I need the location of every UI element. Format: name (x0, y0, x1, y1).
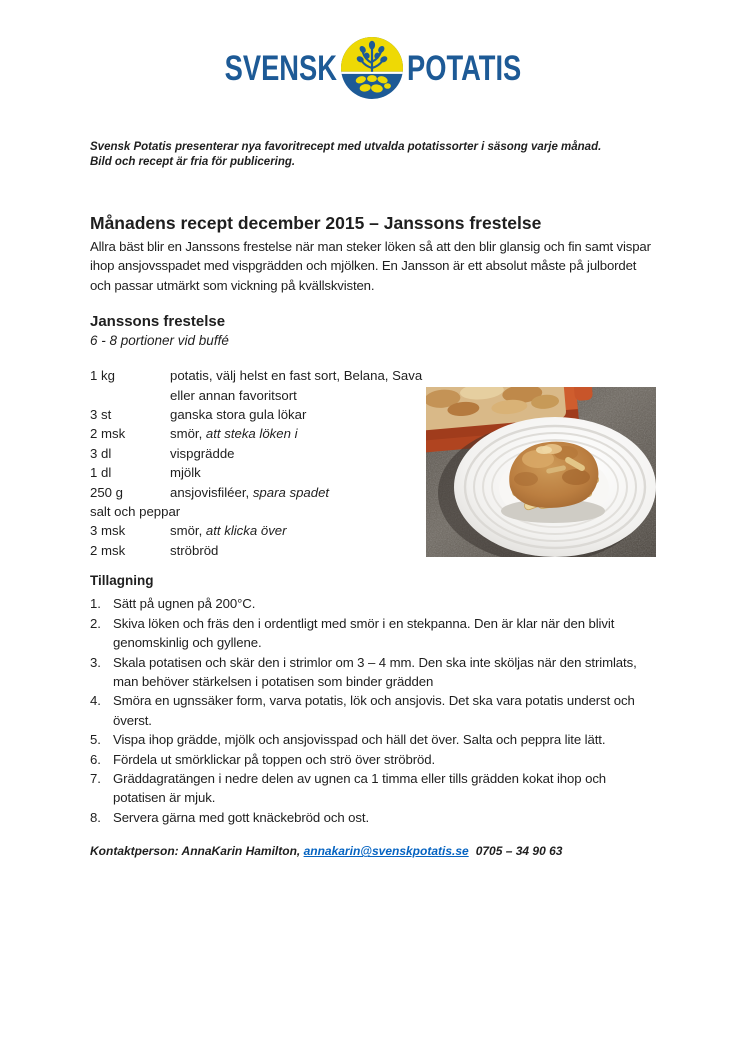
ingredient-quantity (90, 386, 170, 405)
logo (90, 36, 656, 100)
ingredient-quantity: 1 dl (90, 465, 112, 481)
step-item (90, 769, 656, 808)
step-text: Skala potatisen och skär den i strimlor om 3 – 4 mm. Den ska inte sköljas när den strimlats, man behöver stärkelsen i potatisen som binder grädden (113, 654, 637, 689)
step-item (90, 808, 656, 827)
contact-line (90, 843, 656, 859)
step-number: 2. (90, 615, 101, 631)
step-text: Servera gärna med gott knäckebröd och ost. (113, 809, 370, 825)
ingredient-quantity: 3 msk (90, 523, 126, 539)
ingredient-quantity: 3 st (90, 407, 112, 423)
step-item (90, 691, 656, 730)
step-text: Gräddagratängen i nedre delen av ugnen ca 1 timma eller tills grädden kokat ihop och potatisen är mjuk. (113, 770, 607, 806)
step-text: Skiva löken och fräs den i ordentligt med smör i en stekpanna. Den är klar när den blivit genomskinlig och gyllene. (113, 615, 615, 651)
intro-line-1: Svensk Potatis presenterar nya favoritrecept med utvalda potatissorter i säsong varje månad. (90, 141, 602, 153)
ingredient-text: vispgrädde (170, 445, 235, 461)
contact-email-link[interactable]: annakarin@svenskpotatis.se (303, 844, 469, 859)
ingredient-quantity: 3 dl (90, 445, 112, 461)
step-text: Vispa ihop grädde, mjölk och ansjovisspad och häll det över. Salta och peppra lite lätt. (113, 732, 606, 748)
ingredient-text: ganska stora gula lökar (170, 407, 307, 423)
ingredient-text: smör, att klicka över (170, 523, 287, 539)
page-title: Månadens recept december 2015 – Janssons frestelse (90, 213, 542, 233)
ingredient-text: smör, att steka löken i (170, 426, 298, 442)
step-item (90, 750, 656, 769)
ingredient-text: ströbröd (170, 542, 219, 558)
recipe-description: Allra bäst blir en Janssons frestelse när man steker löken så att den blir glansig och fin samt vispar ihop ansjovsspadet med vispgrädden och mjölken. En Jansson är ett absolut måste på julbordet och passar utmärkt som vickning på kvällskvisten. (90, 239, 651, 293)
ingredient-text: potatis, välj helst en fast sort, Belana, Sava (170, 368, 423, 384)
logo-word-potatis: POTATIS (406, 48, 521, 88)
step-item (90, 614, 656, 653)
step-number: 5. (90, 732, 101, 748)
intro-text (90, 140, 656, 170)
servings-text: 6 - 8 portioner vid buffé (90, 333, 229, 349)
ingredient-quantity: 250 g (90, 484, 124, 500)
ingredient-text: mjölk (170, 465, 201, 481)
ingredient-row (90, 366, 656, 385)
ingredient-quantity: 2 msk (90, 542, 126, 558)
contact-phone: 0705 – 34 90 63 (475, 844, 563, 859)
ingredient-text: ansjovisfiléer, spara spadet (170, 484, 330, 500)
ingredient-text: salt och peppar (90, 504, 181, 520)
ingredient-text: eller annan favoritsort (170, 387, 297, 403)
step-text: Sätt på ugnen på 200°C. (113, 596, 256, 612)
janssons-frestelse-photo-image (426, 387, 656, 557)
step-text: Fördela ut smörklickar på toppen och strö över ströbröd. (113, 751, 436, 767)
step-number: 6. (90, 751, 101, 767)
recipe-name-heading: Janssons frestelse (90, 313, 226, 331)
step-item (90, 594, 656, 613)
step-number: 4. (90, 693, 101, 709)
step-text: Smöra en ugnssäker form, varva potatis, lök och ansjovis. Det ska vara potatis underst och överst. (113, 693, 635, 728)
logo-word-svensk: SVENSK (224, 48, 337, 88)
step-number: 7. (90, 770, 101, 786)
recipe-photo (426, 387, 656, 557)
step-item (90, 730, 656, 749)
potato-plant-logo-icon (341, 37, 403, 99)
intro-line-2: Bild och recept är fria för publicering. (90, 156, 296, 168)
step-item (90, 653, 656, 692)
ingredient-quantity: 2 msk (90, 426, 126, 442)
step-number: 1. (90, 596, 101, 612)
contact-prefix: Kontaktperson: AnnaKarin Hamilton, (90, 844, 304, 859)
step-number: 3. (90, 654, 101, 670)
step-number: 8. (90, 809, 101, 825)
method-heading: Tillagning (90, 573, 154, 589)
method-steps (90, 594, 656, 827)
ingredient-quantity: 1 kg (90, 368, 115, 384)
